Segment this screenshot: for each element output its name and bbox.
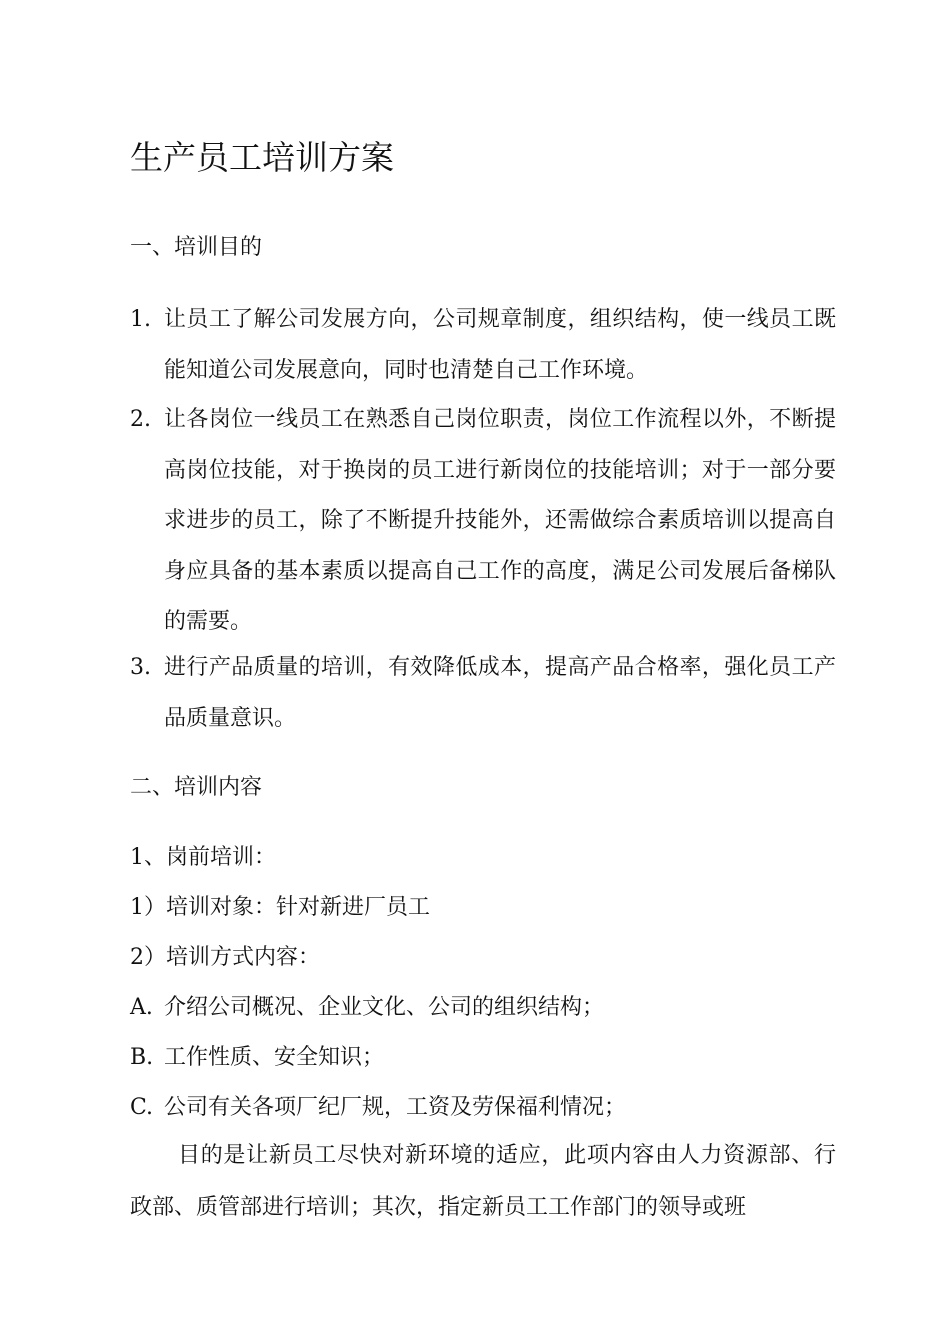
item-number: 3.	[130, 655, 151, 680]
list-text: 介绍公司概况、企业文化、公司的组织结构；	[164, 995, 605, 1020]
purpose-item-1	[130, 295, 836, 396]
body-paragraph: 目的是让新员工尽快对新环境的适应，此项内容由人力资源部、行政部、质管部进行培训；其次，指定新员工工作部门的领导或班	[130, 1143, 836, 1220]
purpose-item-3	[130, 643, 836, 744]
content-list-item-a	[130, 993, 604, 1023]
item-text: 进行产品质量的培训，有效降低成本，提高产品合格率，强化员工产品质量意识。	[164, 655, 836, 731]
list-marker: C.	[130, 1095, 154, 1120]
item-text: 让各岗位一线员工在熟悉自己岗位职责，岗位工作流程以外，不断提高岗位技能，对于换岗的员工进行新岗位的技能培训；对于一部分要求进步的员工，除了不断提升技能外，还需做综合素质培训以提高自身应具备的基本素质以提高自己工作的高度，满足公司发展后备梯队的需要。	[164, 407, 836, 634]
training-method: 2）培训方式内容：	[130, 945, 320, 970]
list-marker: B.	[130, 1045, 154, 1070]
item-number: 1.	[130, 307, 151, 332]
item-number: 2.	[130, 407, 151, 432]
training-target: 1）培训对象：针对新进厂员工	[130, 895, 430, 920]
section-heading-content: 二、培训内容	[130, 775, 263, 800]
sub-heading-pre-job-training: 1、岗前培训：	[130, 845, 276, 870]
content-list-item-b	[130, 1043, 384, 1073]
list-text: 工作性质、安全知识；	[164, 1045, 385, 1070]
list-marker: A.	[130, 995, 153, 1020]
document-title: 生产员工培训方案	[130, 138, 394, 177]
item-text: 让员工了解公司发展方向，公司规章制度，组织结构，使一线员工既能知道公司发展意向，同时也清楚自己工作环境。	[164, 307, 836, 383]
list-text: 公司有关各项厂纪厂规，工资及劳保福利情况；	[164, 1095, 627, 1120]
content-list-item-c	[130, 1093, 626, 1123]
section-heading-purpose: 一、培训目的	[130, 235, 263, 260]
purpose-item-2	[130, 395, 836, 648]
